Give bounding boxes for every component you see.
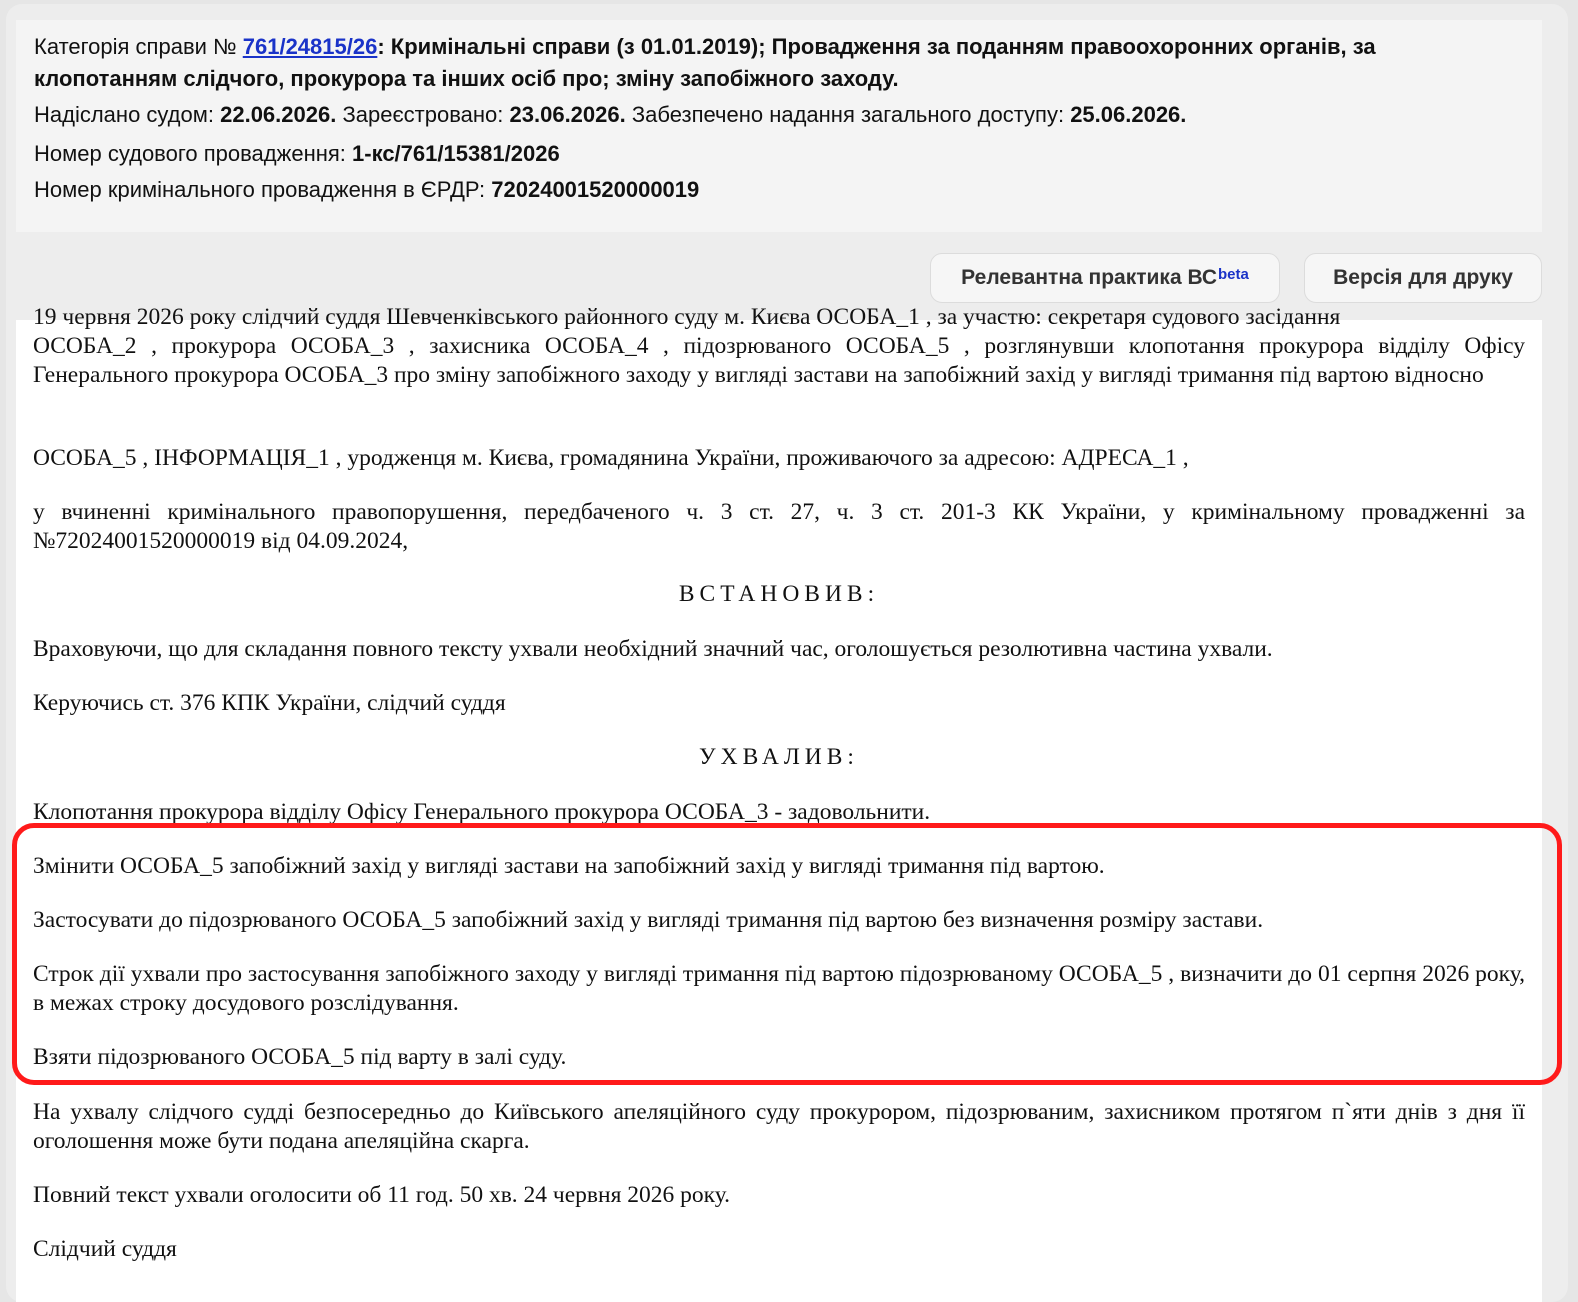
erdr-line — [34, 177, 699, 203]
paragraph-legal-basis: Керуючись ст. 376 КПК України, слідчий суддя — [33, 690, 506, 716]
document-body — [16, 304, 1542, 1302]
paragraph-term: Строк дії ухвали про застосування запобіжного заходу у вигляді тримання під вартою підозрюваному ОСОБА_5 , визначити до 01 серпня 2026 року, в межах строку досудового розслідування. — [33, 961, 1525, 1016]
category-text: : Кримінальні справи (з 01.01.2019); Провадження за поданням правоохоронних органів, за — [377, 34, 1376, 59]
paragraph-apply-custody: Застосувати до підозрюваного ОСОБА_5 запобіжний захід у вигляді тримання під вартою без визначення розміру застави. — [33, 907, 1264, 933]
proceeding-line — [34, 141, 560, 167]
case-number-link[interactable]: 761/24815/26 — [242, 34, 378, 59]
paragraph-motion-granted: Клопотання прокурора відділу Офісу Генерального прокурора ОСОБА_3 - задовольнити. — [33, 799, 931, 825]
paragraph-full-text: Повний текст ухвали оголосити об 11 год. 50 хв. 24 червня 2026 року. — [33, 1182, 731, 1208]
print-version-label: Версія для друку — [1333, 266, 1513, 289]
erdr-number: 72024001520000019 — [491, 177, 700, 202]
paragraph-suspect: ОСОБА_5 , ІНФОРМАЦІЯ_1 , уродженця м. Києва, громадянина України, проживаючого за адресою: АДРЕСА_1 , — [33, 445, 1189, 471]
paragraph-take-into-custody: Взяти підозрюваного ОСОБА_5 під варту в залі суду. — [33, 1044, 567, 1070]
paragraph-change-measure: Змінити ОСОБА_5 запобіжний захід у вигляді застави на запобіжний захід у вигляді тримання під вартою. — [33, 853, 1105, 879]
heading-established: ВСТАНОВИВ: — [678, 581, 880, 607]
heading-ruled: УХВАЛИВ: — [699, 744, 859, 770]
case-category-line — [34, 34, 1376, 60]
access-label: Забезпечено надання загального доступу: — [625, 102, 1071, 127]
case-category-line-2 — [34, 66, 899, 92]
proceeding-number: 1-кс/761/15381/2026 — [352, 141, 560, 166]
relevant-practice-label: Релевантна практика ВС — [961, 266, 1217, 289]
sent-label: Надіслано судом: — [34, 102, 221, 127]
category-text-continued: клопотанням слідчого, прокурора та інших осіб про; зміну запобіжного заходу. — [34, 66, 899, 91]
sent-date: 22.06.2026. — [220, 102, 337, 127]
access-date: 25.06.2026. — [1070, 102, 1187, 127]
registered-date: 23.06.2026. — [509, 102, 626, 127]
beta-badge: beta — [1218, 265, 1249, 283]
paragraph-reasoning: Враховуючи, що для складання повного тексту ухвали необхідний значний час, оголошується резолютивна частина ухвали. — [33, 636, 1273, 662]
relevant-practice-button[interactable] — [930, 253, 1280, 303]
paragraph-judge: Слідчий суддя — [33, 1236, 177, 1262]
dates-line — [34, 102, 1186, 128]
print-version-button[interactable] — [1304, 253, 1542, 303]
proceeding-label: Номер судового провадження: — [34, 141, 353, 166]
case-info-panel — [16, 20, 1542, 232]
registered-label: Зареєстровано: — [336, 102, 510, 127]
category-label: Категорія справи № — [34, 34, 243, 59]
paragraph-offense: у вчиненні кримінального правопорушення, передбаченого ч. 3 ст. 27, ч. 3 ст. 201-3 КК України, у кримінальному провадженні за №72024001520000019 від 04.09.2024, — [33, 499, 1525, 554]
paragraph-appeal: На ухвалу слідчого судді безпосередньо до Київського апеляційного суду прокурором, підозрюваним, захисником протягом п`яти днів з дня її оголошення може бути подана апеляційна скарга. — [33, 1099, 1525, 1154]
paragraph-participants: ОСОБА_2 , прокурора ОСОБА_3 , захисника ОСОБА_4 , підозрюваного ОСОБА_5 , розглянувши клопотання прокурора відділу Офісу Генерального прокурора ОСОБА_3 про зміну запобіжного заходу у вигляді застави на запобіжний захід у вигляді тримання під вартою відносно — [33, 333, 1525, 388]
erdr-label: Номер кримінального провадження в ЄРДР: — [34, 177, 492, 202]
document-cut-line: 19 червня 2026 року слідчий суддя Шевченківського районного суду м. Києва ОСОБА_1 , за участю: секретаря судового засідання — [33, 304, 1341, 330]
